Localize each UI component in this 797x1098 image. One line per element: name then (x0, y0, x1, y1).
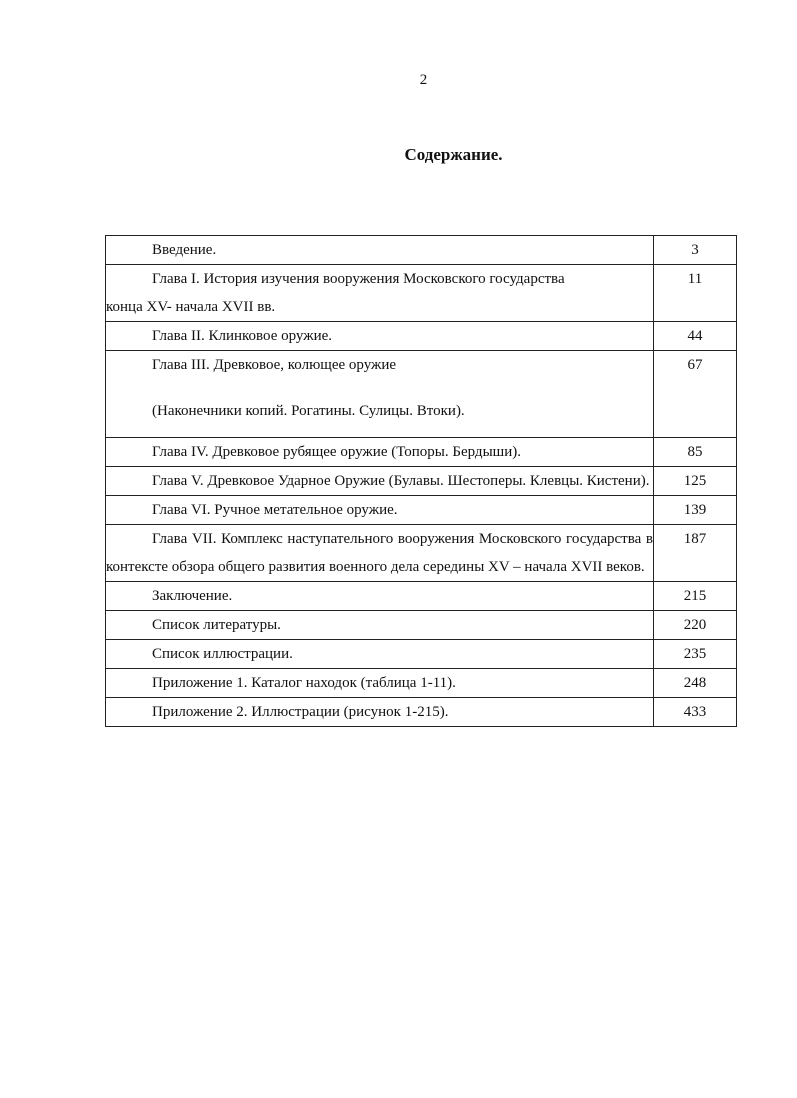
toc-entry-title: Список иллюстрации. (152, 646, 293, 662)
toc-row (106, 582, 737, 611)
toc-entry-title: Глава VI. Ручное метательное оружие. (152, 502, 398, 518)
toc-row (106, 640, 737, 669)
toc-row (106, 467, 737, 496)
toc-entry-page: 248 (654, 669, 737, 698)
toc-entry-page: 44 (654, 322, 737, 351)
toc-entry-title: Приложение 2. Иллюстрации (рисунок 1-215). (152, 704, 449, 720)
toc-entry-title: Глава VII. Комплекс наступательного вооружения Московского государства в контексте обзора общего развития военного дела середины XV – начала XVII веков. (106, 531, 653, 575)
toc-entry-page: 3 (654, 236, 737, 265)
toc-entry-page: 67 (654, 351, 737, 438)
toc-entry-page: 187 (654, 525, 737, 582)
toc-entry-title: Глава V. Древковое Ударное Оружие (Булавы. Шестоперы. Клевцы. Кистени). (152, 473, 650, 489)
page-number: 2 (419, 72, 428, 88)
toc-entry-page: 433 (654, 698, 737, 727)
toc-entry-page: 125 (654, 467, 737, 496)
toc-entry-page: 11 (654, 265, 737, 322)
toc-row (106, 525, 737, 582)
toc-row (106, 698, 737, 727)
toc-entry-title: Глава IV. Древковое рубящее оружие (Топоры. Бердыши). (152, 444, 521, 460)
toc-entry-title: Глава I. История изучения вооружения Московского государства (152, 271, 565, 287)
toc-row (106, 611, 737, 640)
toc-row (106, 438, 737, 467)
toc-row (106, 322, 737, 351)
toc-row (106, 351, 737, 438)
toc-entry-title: Глава II. Клинковое оружие. (152, 328, 333, 344)
toc-entry-page: 85 (654, 438, 737, 467)
toc-entry-title: Глава III. Древковое, колющее оружие (152, 357, 397, 373)
toc-entry-page: 139 (654, 496, 737, 525)
toc-row (106, 496, 737, 525)
contents-table (105, 235, 737, 727)
toc-row (106, 669, 737, 698)
toc-entry-title: Список литературы. (152, 617, 281, 633)
toc-entry-title: Заключение. (152, 588, 233, 604)
toc-entry-title: Введение. (152, 242, 217, 258)
toc-entry-page: 235 (654, 640, 737, 669)
toc-entry-title-continuation: конца XV- начала XVII вв. (106, 299, 276, 315)
toc-row (106, 265, 737, 322)
toc-entry-page: 220 (654, 611, 737, 640)
toc-entry-subtitle: (Наконечники копий. Рогатины. Сулицы. Втоки). (152, 403, 465, 419)
toc-entry-title: Приложение 1. Каталог находок (таблица 1-11). (152, 675, 456, 691)
contents-heading: Содержание. (404, 145, 503, 164)
toc-entry-page: 215 (654, 582, 737, 611)
toc-row (106, 236, 737, 265)
